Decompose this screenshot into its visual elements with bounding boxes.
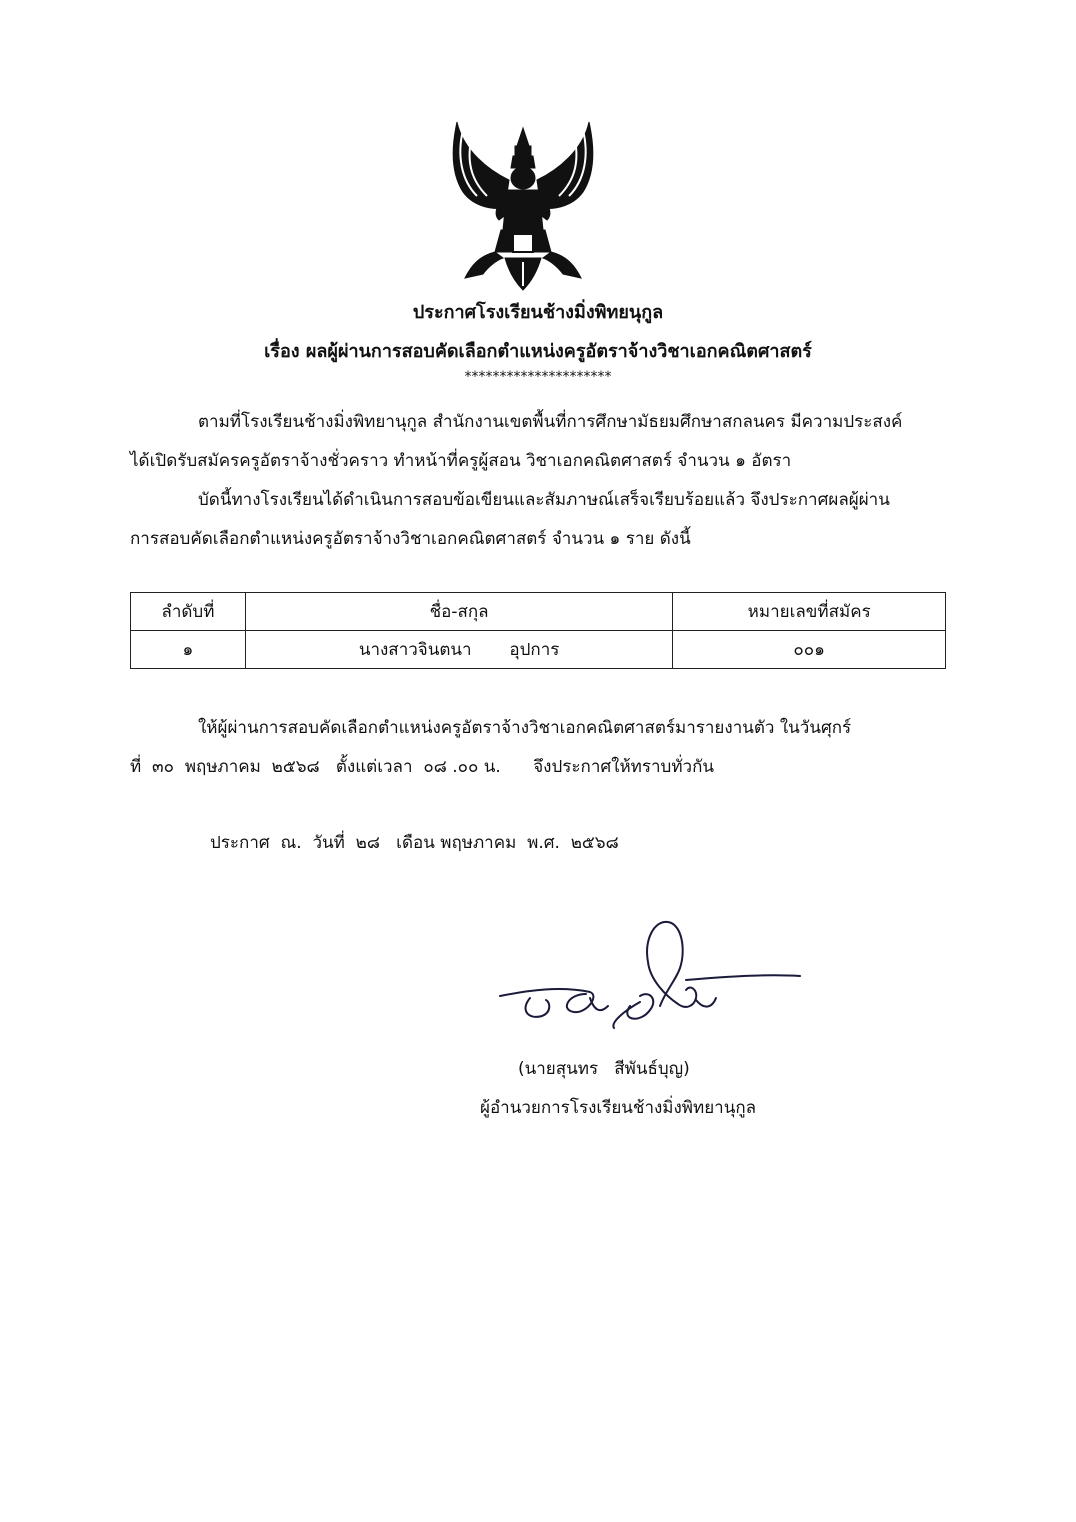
signatory-position: ผู้อำนวยการโรงเรียนช้างมิ่งพิทยานุกูล bbox=[480, 1098, 757, 1118]
cell-name: นางสาวจินตนา อุปการ bbox=[245, 631, 673, 669]
announcement-date: ประกาศ ณ. วันที่ ๒๘ เดือน พฤษภาคม พ.ศ. ๒๕๖๘ bbox=[210, 833, 619, 853]
header-order: ลำดับที่ bbox=[131, 593, 246, 631]
separator-line: ********************* bbox=[464, 369, 612, 385]
header-name: ชื่อ-สกุล bbox=[245, 593, 673, 631]
header-application-number: หมายเลขที่สมัคร bbox=[673, 593, 946, 631]
paragraph-1-line-2: ได้เปิดรับสมัครครูอัตราจ้างชั่วคราว ทำหน้าที่ครูผู้สอน วิชาเอกคณิตศาสตร์ จำนวน ๑ อัตรา bbox=[130, 451, 792, 471]
garuda-emblem-icon bbox=[443, 110, 603, 292]
signature-icon bbox=[490, 910, 810, 1040]
paragraph-2-line-1: บัดนี้ทางโรงเรียนได้ดำเนินการสอบข้อเขียนและสัมภาษณ์เสร็จเรียบร้อยแล้ว จึงประกาศผลผู้ผ่าน bbox=[198, 490, 890, 510]
paragraph-3-line-2: ที่ ๓๐ พฤษภาคม ๒๕๖๘ ตั้งแต่เวลา ๐๘ .๐๐ น. จึงประกาศให้ทราบทั่วกัน bbox=[130, 757, 715, 777]
signatory-name: (นายสุนทร สีพันธ์บุญ) bbox=[518, 1059, 690, 1079]
table-header-row bbox=[131, 593, 946, 631]
announcement-title: ประกาศโรงเรียนช้างมิ่งพิทยนุกูล bbox=[412, 302, 664, 323]
cell-application-number: ๐๐๑ bbox=[673, 631, 946, 669]
results-table bbox=[130, 592, 946, 669]
table-row bbox=[131, 631, 946, 669]
paragraph-2-line-2: การสอบคัดเลือกตำแหน่งครูอัตราจ้างวิชาเอกคณิตศาสตร์ จำนวน ๑ ราย ดังนี้ bbox=[130, 529, 691, 549]
paragraph-1-line-1: ตามที่โรงเรียนช้างมิ่งพิทยานุกูล สำนักงานเขตพื้นที่การศึกษามัธยมศึกษาสกลนคร มีความประสงค์ bbox=[198, 412, 903, 432]
announcement-subject: เรื่อง ผลผู้ผ่านการสอบคัดเลือกตำแหน่งครูอัตราจ้างวิชาเอกคณิตศาสตร์ bbox=[264, 341, 812, 362]
paragraph-3-line-1: ให้ผู้ผ่านการสอบคัดเลือกตำแหน่งครูอัตราจ้างวิชาเอกคณิตศาสตร์มารายงานตัว ในวันศุกร์ bbox=[198, 718, 852, 738]
cell-order: ๑ bbox=[131, 631, 246, 669]
